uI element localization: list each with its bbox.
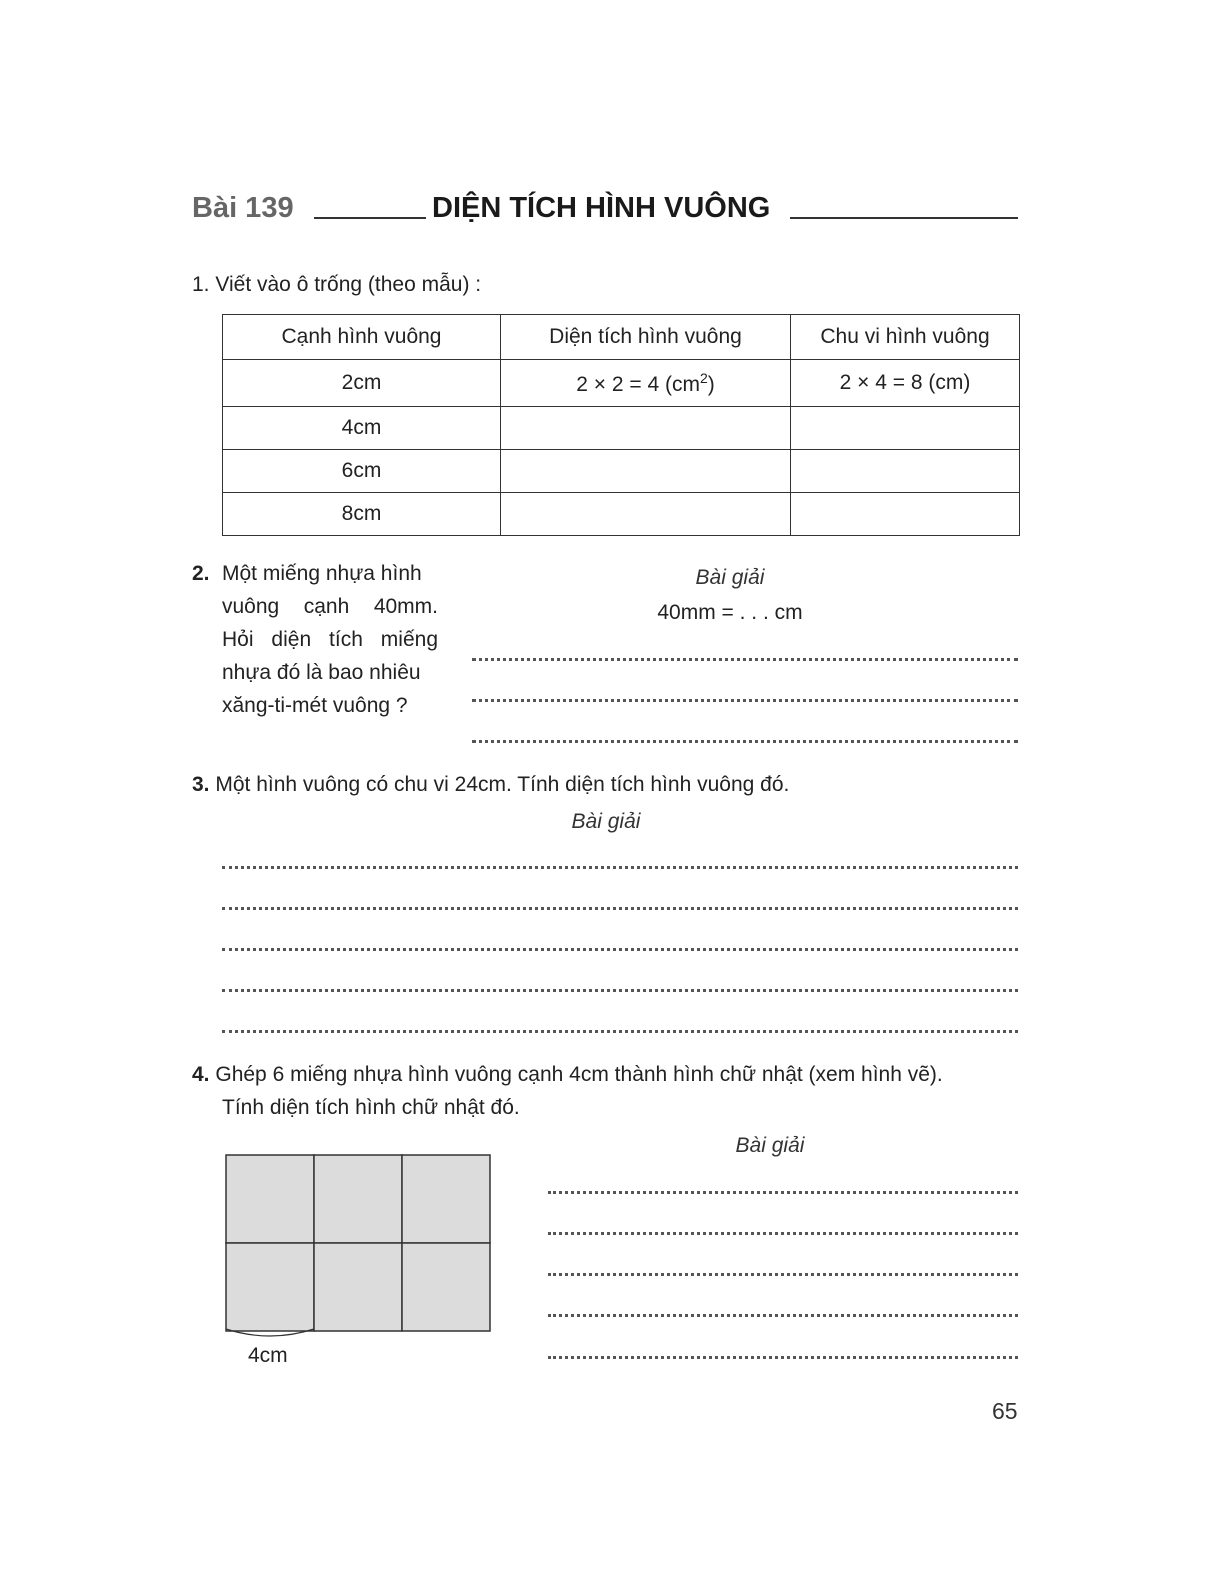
q2-text: Một miếng nhựa hình vuông cạnh 40mm. Hỏi diện tích miếng nhựa đó là bao nhiêu xăng-ti-mét vuông ? bbox=[222, 562, 438, 717]
cell-side: 4cm bbox=[223, 407, 501, 450]
q4-solution-label: Bài giải bbox=[735, 1134, 805, 1157]
answer-line[interactable] bbox=[548, 1356, 1018, 1359]
square-tile bbox=[314, 1155, 402, 1243]
answer-line[interactable] bbox=[472, 658, 1018, 661]
answer-line[interactable] bbox=[222, 1030, 1018, 1033]
square-tile bbox=[226, 1155, 314, 1243]
cell-area-blank[interactable] bbox=[501, 450, 791, 493]
cell-area-blank[interactable] bbox=[501, 493, 791, 536]
square-tile bbox=[226, 1243, 314, 1331]
header-rule-left bbox=[314, 217, 426, 219]
table-row bbox=[223, 493, 1020, 536]
q1-table bbox=[222, 314, 1020, 536]
header-area: Diện tích hình vuông bbox=[501, 315, 791, 360]
answer-line[interactable] bbox=[548, 1314, 1018, 1317]
table-row bbox=[223, 407, 1020, 450]
cell-side: 2cm bbox=[223, 360, 501, 407]
q2-hint: 40mm = . . . cm bbox=[657, 601, 803, 624]
cell-perimeter: 2 × 4 = 8 (cm) bbox=[791, 360, 1020, 407]
answer-line[interactable] bbox=[548, 1232, 1018, 1235]
table-header-row bbox=[223, 315, 1020, 360]
square-tile bbox=[402, 1155, 490, 1243]
answer-line[interactable] bbox=[222, 989, 1018, 992]
q2-solution-label: Bài giải bbox=[695, 566, 765, 589]
header-side: Cạnh hình vuông bbox=[223, 315, 501, 360]
answer-line[interactable] bbox=[222, 948, 1018, 951]
q1-prompt: 1. Viết vào ô trống (theo mẫu) : bbox=[192, 273, 482, 296]
q4-prompt: 4. Ghép 6 miếng nhựa hình vuông cạnh 4cm thành hình chữ nhật (xem hình vẽ). Tính diện tích hình chữ nhật đó. bbox=[192, 1063, 943, 1119]
q2-number: 2. bbox=[192, 562, 210, 585]
table-row bbox=[223, 450, 1020, 493]
answer-line[interactable] bbox=[472, 699, 1018, 702]
answer-line[interactable] bbox=[548, 1273, 1018, 1276]
header-perimeter: Chu vi hình vuông bbox=[791, 315, 1020, 360]
cell-side: 8cm bbox=[223, 493, 501, 536]
lesson-number: Bài 139 bbox=[192, 192, 294, 224]
table-row bbox=[223, 360, 1020, 407]
answer-line[interactable] bbox=[222, 866, 1018, 869]
cell-area: 2 × 2 = 4 $(cm^2)$ bbox=[501, 360, 791, 407]
q3-solution-label: Bài giải bbox=[571, 810, 641, 833]
tile-grid bbox=[226, 1155, 490, 1331]
cell-perimeter-blank[interactable] bbox=[791, 407, 1020, 450]
cell-side: 6cm bbox=[223, 450, 501, 493]
page-number: 65 bbox=[992, 1398, 1018, 1424]
square-tile bbox=[314, 1243, 402, 1331]
cell-perimeter-blank[interactable] bbox=[791, 493, 1020, 536]
q3-prompt: 3. Một hình vuông có chu vi 24cm. Tính diện tích hình vuông đó. bbox=[192, 773, 790, 796]
answer-line[interactable] bbox=[222, 907, 1018, 910]
figure-label: 4cm bbox=[248, 1344, 288, 1367]
answer-line[interactable] bbox=[548, 1191, 1018, 1194]
square-tile bbox=[402, 1243, 490, 1331]
lesson-title: DIỆN TÍCH HÌNH VUÔNG bbox=[432, 192, 771, 224]
answer-line[interactable] bbox=[472, 740, 1018, 743]
cell-area-blank[interactable] bbox=[501, 407, 791, 450]
header-rule-right bbox=[790, 217, 1018, 219]
cell-perimeter-blank[interactable] bbox=[791, 450, 1020, 493]
